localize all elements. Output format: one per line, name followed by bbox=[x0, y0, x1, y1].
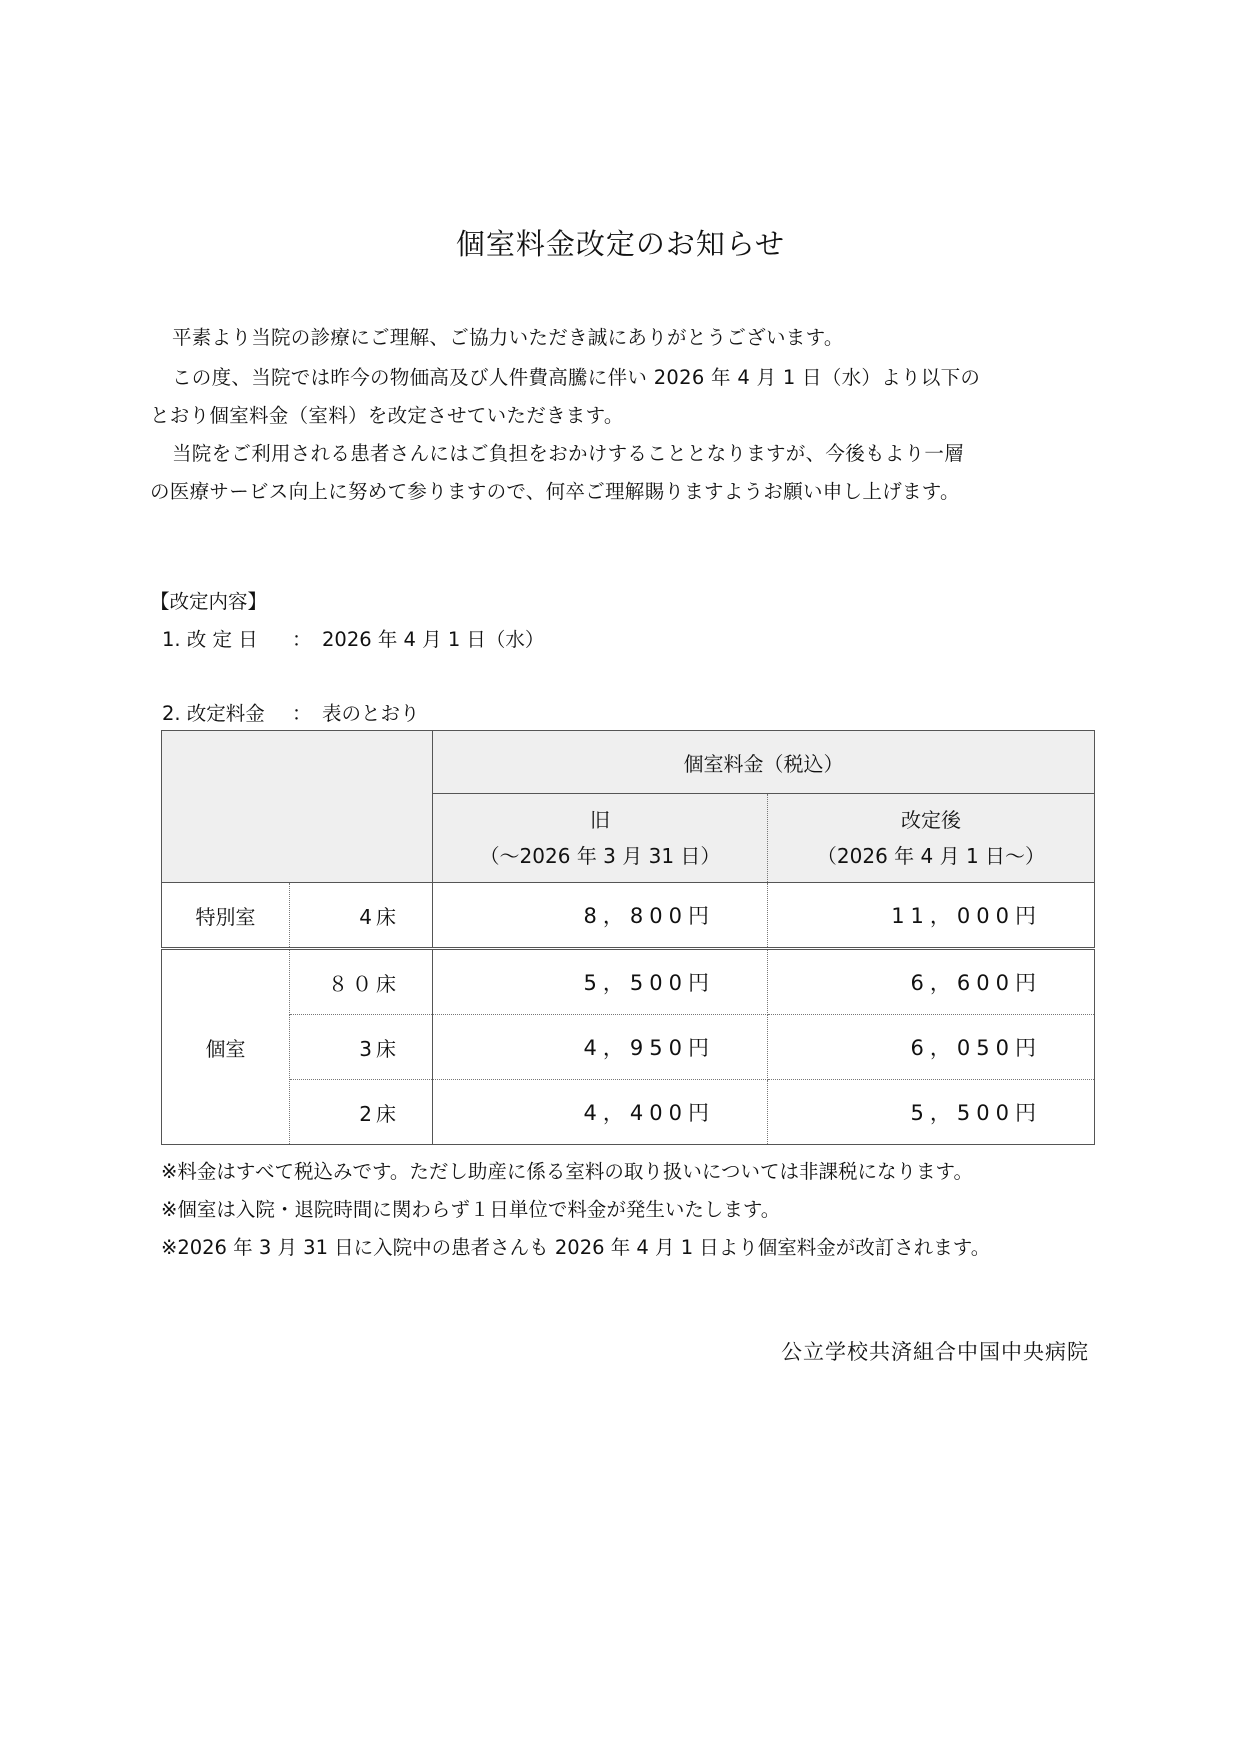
note-tax: ※料金はすべて税込みです。ただし助産に係る室料の取り扱いについては非課税になります。 bbox=[161, 1160, 973, 1183]
bed-count: 4床 bbox=[290, 883, 433, 949]
header-new-period: （2026 年 4 月 1 日～） bbox=[816, 844, 1046, 868]
header-old bbox=[433, 794, 768, 883]
header-old-label: 旧 bbox=[590, 808, 610, 832]
room-type-special: 特別室 bbox=[162, 883, 290, 949]
table-row bbox=[162, 883, 1095, 949]
bed-count: 3床 bbox=[290, 1015, 433, 1080]
table-row bbox=[162, 1015, 1095, 1080]
old-price: 5，500円 bbox=[433, 949, 768, 1015]
new-price: 6，600円 bbox=[768, 949, 1095, 1015]
revision-date-value: 2026 年 4 月 1 日（水） bbox=[322, 628, 545, 651]
fee-table bbox=[161, 730, 1095, 1145]
new-price: 5，500円 bbox=[768, 1080, 1095, 1145]
header-group-label: 個室料金（税込） bbox=[433, 731, 1095, 794]
room-type-private: 個室 bbox=[162, 949, 290, 1145]
paragraph-apology-line1: 当院をご利用される患者さんにはご負担をおかけすることとなりますが、今後もより一層 bbox=[172, 442, 965, 465]
header-new bbox=[768, 794, 1095, 883]
revision-fee-separator: ： bbox=[292, 702, 312, 725]
new-price: 11，000円 bbox=[768, 883, 1095, 949]
revision-fee-value: 表のとおり bbox=[322, 702, 420, 725]
paragraph-apology-line2: の医療サービス向上に努めて参りますので、何卒ご理解賜りますようお願い申し上げます。 bbox=[150, 480, 960, 503]
revision-heading: 【改定内容】 bbox=[150, 590, 268, 613]
header-new-label: 改定後 bbox=[901, 808, 961, 832]
revision-fee-label: 2. 改定料金 bbox=[162, 702, 265, 725]
paragraph-notice-line2: とおり個室料金（室料）を改定させていただきます。 bbox=[150, 404, 624, 427]
paragraph-notice-line1: この度、当院では昨今の物価高及び人件費高騰に伴い 2026 年 4 月 1 日（水）より以下の bbox=[172, 366, 981, 389]
table-corner-cell bbox=[162, 731, 433, 883]
old-price: 4，400円 bbox=[433, 1080, 768, 1145]
revision-date-separator: ： bbox=[292, 628, 312, 651]
hospital-signature: 公立学校共済組合中国中央病院 bbox=[781, 1340, 1089, 1364]
old-price: 8，800円 bbox=[433, 883, 768, 949]
bed-count: 2床 bbox=[290, 1080, 433, 1145]
table-row bbox=[162, 1080, 1095, 1145]
bed-count: ８０床 bbox=[290, 949, 433, 1015]
note-daily-billing: ※個室は入院・退院時間に関わらず１日単位で料金が発生いたします。 bbox=[161, 1198, 781, 1221]
new-price: 6，050円 bbox=[768, 1015, 1095, 1080]
paragraph-greeting: 平素より当院の診療にご理解、ご協力いただき誠にありがとうございます。 bbox=[172, 326, 844, 349]
page-title: 個室料金改定のお知らせ bbox=[455, 227, 786, 261]
note-current-patients: ※2026 年 3 月 31 日に入院中の患者さんも 2026 年 4 月 1 日より個室料金が改訂されます。 bbox=[161, 1236, 991, 1259]
header-old-period: （～2026 年 3 月 31 日） bbox=[479, 844, 721, 868]
revision-date-label: 1. 改 定 日 bbox=[162, 628, 258, 651]
table-row bbox=[162, 949, 1095, 1015]
old-price: 4，950円 bbox=[433, 1015, 768, 1080]
